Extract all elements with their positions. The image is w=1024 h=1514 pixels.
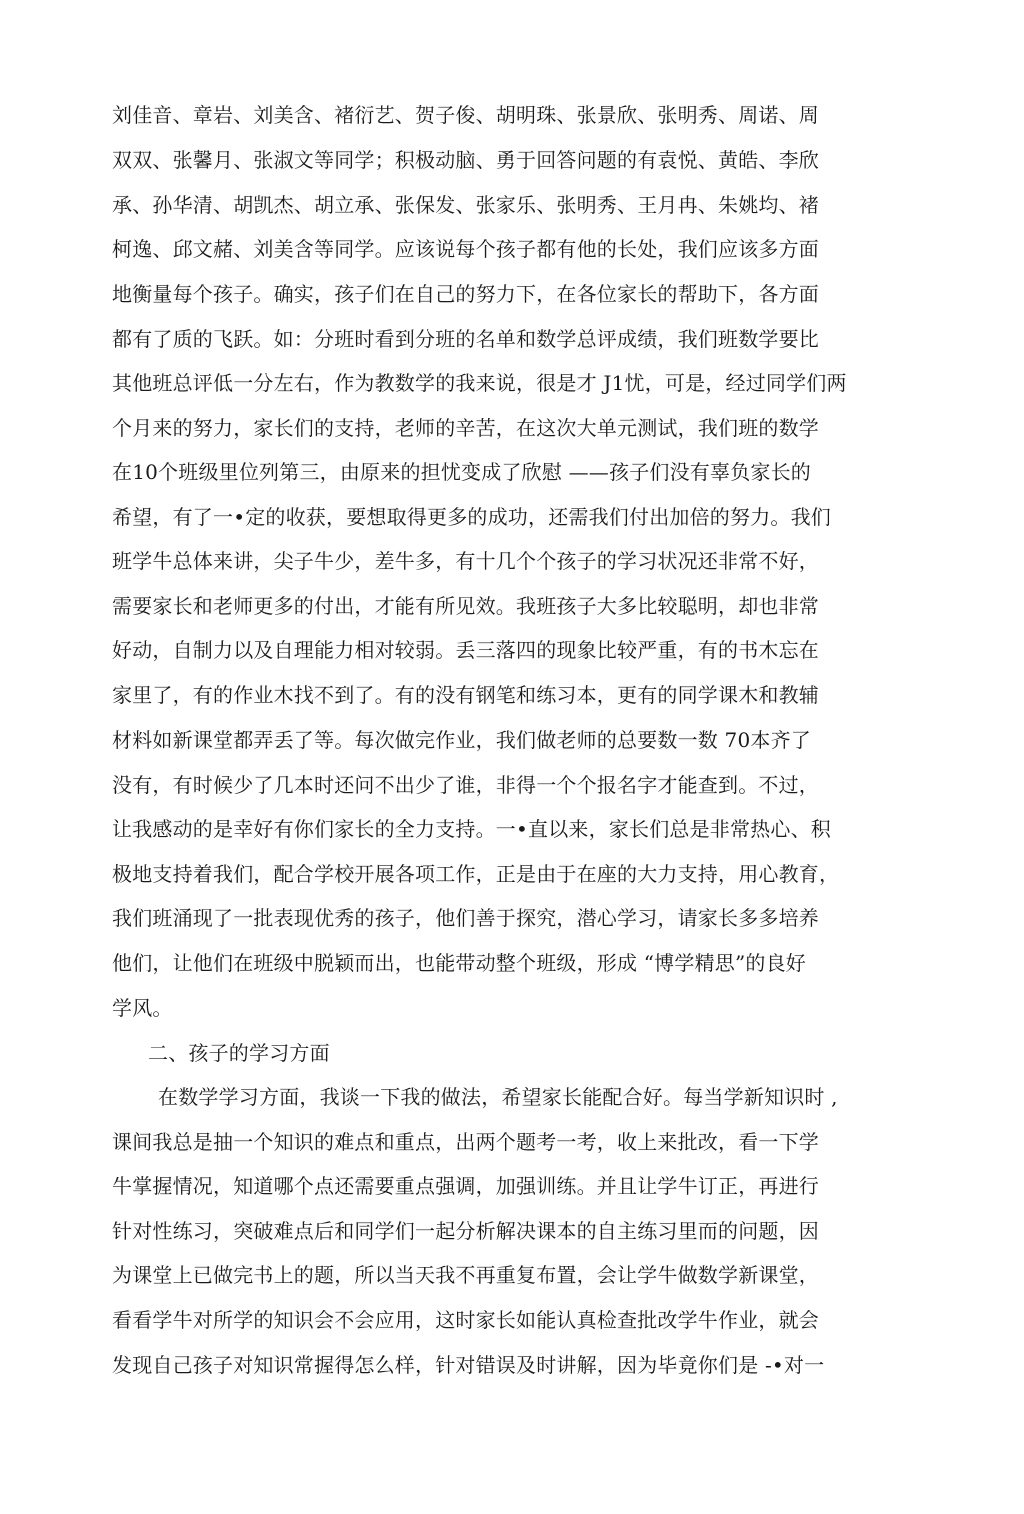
text-line: 希望，有了一•定的收获，要想取得更多的成功，还需我们付出加倍的努力。我们 xyxy=(112,505,831,529)
text-line: 柯逸、邱文赭、刘美含等同学。应该说每个孩子都有他的长处，我们应该多方面 xyxy=(112,237,819,261)
text-line: 没有，有时候少了几本时还问不出少了谁，非得一个个报名字才能查到。不过， xyxy=(112,773,819,797)
text-line: 发现自己孩子对知识常握得怎么样，针对错误及时讲解，因为毕竟你们是 -•对一 xyxy=(112,1353,825,1377)
text-line: 需要家长和老师更多的付出，才能有所见效。我班孩子大多比较聪明，却也非常 xyxy=(112,594,819,618)
text-line: 看看学牛对所学的知识会不会应用，这时家长如能认真检查批改学牛作业，就会 xyxy=(112,1308,819,1332)
text-line: 极地支持着我们，配合学校开展各项工作，正是由于在座的大力支持，用心教育， xyxy=(112,862,840,886)
text-line: 其他班总评低一分左右，作为教数学的我来说，很是才 J1忧，可是，经过同学们两 xyxy=(112,371,847,395)
text-line: 刘佳音、章岩、刘美含、褚衍艺、贺子俊、胡明珠、张景欣、张明秀、周诺、周 xyxy=(112,103,819,127)
section-heading: 二、孩子的学习方面 xyxy=(148,1041,330,1065)
text-line: 家里了，有的作业木找不到了。有的没有钢笔和练习本，更有的同学课木和教辅 xyxy=(112,683,819,707)
text-line: 都有了质的飞跃。如：分班时看到分班的名单和数学总评成绩，我们班数学要比 xyxy=(112,327,819,351)
text-line: 个月来的努力，家长们的支持，老师的辛苦，在这次大单元测试，我们班的数学 xyxy=(112,416,819,440)
text-line: 课间我总是抽一个知识的难点和重点，出两个题考一考，收上来批改，看一下学 xyxy=(112,1130,819,1154)
text-line: 地衡量每个孩子。确实，孩子们在自己的努力下，在各位家长的帮助下，各方面 xyxy=(112,282,819,306)
text-line: 好动，自制力以及自理能力相对较弱。丢三落四的现象比较严重，有的书木忘在 xyxy=(112,638,819,662)
text-line: 在数学学习方面，我谈一下我的做法，希望家长能配合好。每当学新知识时 , xyxy=(158,1085,838,1109)
text-line: 材料如新课堂都弄丢了等。每次做完作业，我们做老师的总要数一数 70本齐了 xyxy=(112,728,812,752)
text-line: 牛掌握情况，知道哪个点还需要重点强调，加强训练。并且让学牛订正，再进行 xyxy=(112,1174,819,1198)
text-line: 针对性练习，突破难点后和同学们一起分析解决课本的自主练习里而的问题，因 xyxy=(112,1219,819,1243)
text-line: 在10个班级里位列第三，由原来的担忧变成了欣慰 ——孩子们没有辜负家长的 xyxy=(112,460,812,484)
text-line: 承、孙华清、胡凯杰、胡立承、张保发、张家乐、张明秀、王月冉、朱姚均、褚 xyxy=(112,193,819,217)
text-line: 班学牛总体来讲，尖子牛少，差牛多，有十几个个孩子的学习状况还非常不好， xyxy=(112,549,819,573)
text-line: 学风。 xyxy=(112,996,173,1020)
text-line: 双双、张馨月、张淑文等同学；积极动脑、勇于回答问题的有袁悦、黄皓、李欣 xyxy=(112,148,819,172)
text-line: 让我感动的是幸好有你们家长的全力支持。一•直以来，家长们总是非常热心、积 xyxy=(112,817,831,841)
text-line: 他们，让他们在班级中脱颖而出，也能带动整个班级，形成 “博学精思”的良好 xyxy=(112,951,807,975)
text-line: 为课堂上已做完书上的题，所以当天我不再重复布置，会让学牛做数学新课堂， xyxy=(112,1263,819,1287)
text-line: 我们班涌现了一批表现优秀的孩子，他们善于探究，潜心学习，请家长多多培养 xyxy=(112,906,819,930)
